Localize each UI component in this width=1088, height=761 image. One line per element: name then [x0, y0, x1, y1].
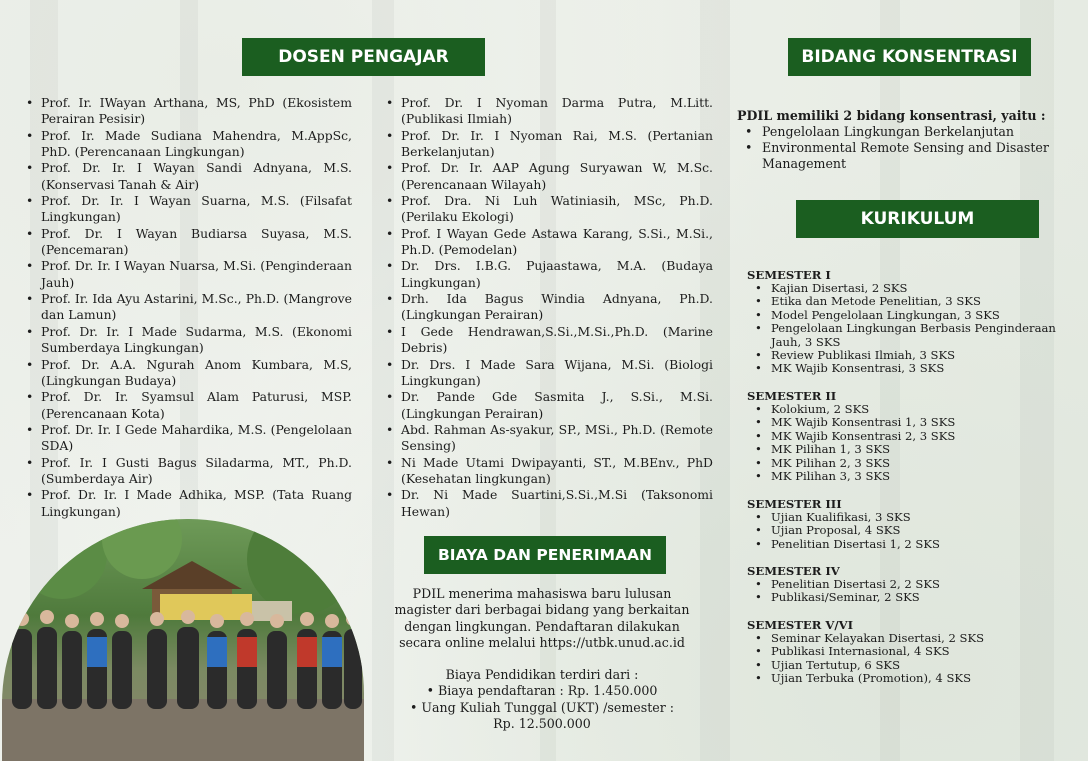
lecturer-item: • Prof. Dr. Ir. I Wayan Nuarsa, M.Si. (Penginderaan Jauh) — [24, 258, 352, 291]
course-item: • Kajian Disertasi, 2 SKS — [747, 282, 1072, 295]
semester-title: SEMESTER IV — [747, 564, 840, 578]
concentration-list — [743, 124, 1073, 173]
course-item: • Seminar Kelayakan Disertasi, 2 SKS — [747, 632, 1072, 645]
lecturer-item: • Prof. Dr. Ir. I Made Sudarma, M.S. (Ekonomi Sumberdaya Lingkungan) — [24, 324, 352, 357]
course-item: • Model Pengelolaan Lingkungan, 3 SKS — [747, 309, 1072, 322]
biaya-section — [394, 586, 690, 732]
bidang-konsentrasi-header: BIDANG KONSENTRASI — [788, 38, 1031, 76]
lecturer-item: • Abd. Rahman As-syakur, SP., MSi., Ph.D. (Remote Sensing) — [384, 422, 713, 455]
course-item: • Review Publikasi Ilmiah, 3 SKS — [747, 349, 1072, 362]
course-item: • MK Pilihan 3, 3 SKS — [747, 470, 1072, 483]
biaya-subtitle: Biaya Pendidikan terdiri dari : — [445, 667, 639, 683]
lecturer-item: • Dr. Ni Made Suartini,S.Si.,M.Si (Taksonomi Hewan) — [384, 487, 713, 520]
lecturer-item: • Drh. Ida Bagus Windia Adnyana, Ph.D. (Lingkungan Perairan) — [384, 291, 713, 324]
dosen-pengajar-header: DOSEN PENGAJAR — [242, 38, 485, 76]
lecturer-item: • Prof. Dr. Ir. I Made Adhika, MSP. (Tata Ruang Lingkungan) — [24, 487, 352, 520]
lecturer-item: • Prof. Dr. Ir. I Wayan Suarna, M.S. (Filsafat Lingkungan) — [24, 193, 352, 226]
lecturer-item: • Prof. Ir. IWayan Arthana, MS, PhD (Ekosistem Perairan Pesisir) — [24, 95, 352, 128]
lecturer-list-left — [24, 95, 352, 520]
lecturer-item: • I Gede Hendrawan,S.Si.,M.Si.,Ph.D. (Marine Debris) — [384, 324, 713, 357]
lecturer-item: • Prof. Dr. A.A. Ngurah Anom Kumbara, M.S, (Lingkungan Budaya) — [24, 357, 352, 390]
biaya-pendaftaran: • Biaya pendaftaran : Rp. 1.450.000 — [426, 683, 658, 699]
concentration-item: • Environmental Remote Sensing and Disaster Management — [743, 140, 1073, 172]
lecturer-item: • Prof. I Wayan Gede Astawa Karang, S.Si., M.Si., Ph.D. (Pemodelan) — [384, 226, 713, 259]
course-item: • Publikasi/Seminar, 2 SKS — [747, 591, 1072, 604]
semester-5-6 — [747, 618, 1072, 686]
lecturer-item: • Prof. Dr. Ir. AAP Agung Suryawan W, M.Sc. (Perencanaan Wilayah) — [384, 160, 713, 193]
course-item: • MK Wajib Konsentrasi 2, 3 SKS — [747, 430, 1072, 443]
concentration-item: • Pengelolaan Lingkungan Berkelanjutan — [743, 124, 1073, 140]
bidang-intro: PDIL memiliki 2 bidang konsentrasi, yaitu : — [737, 108, 1046, 123]
course-item: • MK Wajib Konsentrasi 1, 3 SKS — [747, 416, 1072, 429]
lecturer-item: • Dr. Drs. I Made Sara Wijana, M.Si. (Biologi Lingkungan) — [384, 357, 713, 390]
course-item: • Ujian Tertutup, 6 SKS — [747, 659, 1072, 672]
course-item: • Penelitian Disertasi 1, 2 SKS — [747, 538, 1072, 551]
semester-1 — [747, 268, 1072, 376]
semester-title: SEMESTER V/VI — [747, 618, 854, 632]
kurikulum-header: KURIKULUM — [796, 200, 1039, 238]
biaya-header: BIAYA DAN PENERIMAAN — [424, 536, 666, 574]
course-item: • Etika dan Metode Penelitian, 3 SKS — [747, 295, 1072, 308]
lecturer-item: • Prof. Dr. I Wayan Budiarsa Suyasa, M.S. (Pencemaran) — [24, 226, 352, 259]
course-item: • MK Wajib Konsentrasi, 3 SKS — [747, 362, 1072, 375]
course-item: • Pengelolaan Lingkungan Berbasis Penginderaan Jauh, 3 SKS — [747, 322, 1072, 349]
lecturer-item: • Prof. Dr. Ir. I Wayan Sandi Adnyana, M.S. (Konservasi Tanah & Air) — [24, 160, 352, 193]
course-item: • Penelitian Disertasi 2, 2 SKS — [747, 578, 1072, 591]
course-item: • Ujian Terbuka (Promotion), 4 SKS — [747, 672, 1072, 685]
lecturer-item: • Ni Made Utami Dwipayanti, ST., M.BEnv., PhD (Kesehatan lingkungan) — [384, 455, 713, 488]
lecturer-item: • Dr. Drs. I.B.G. Pujaastawa, M.A. (Budaya Lingkungan) — [384, 258, 713, 291]
biaya-ukt-amount: Rp. 12.500.000 — [493, 716, 591, 732]
lecturer-item: • Prof. Ir. Made Sudiana Mahendra, M.AppSc, PhD. (Perencanaan Lingkungan) — [24, 128, 352, 161]
semester-title: SEMESTER II — [747, 389, 837, 403]
lecturer-item: • Prof. Dr. Ir. Syamsul Alam Paturusi, MSP. (Perencanaan Kota) — [24, 389, 352, 422]
course-item: • MK Pilihan 2, 3 SKS — [747, 457, 1072, 470]
course-item: • Ujian Proposal, 4 SKS — [747, 524, 1072, 537]
lecturer-item: • Dr. Pande Gde Sasmita J., S.Si., M.Si. (Lingkungan Perairan) — [384, 389, 713, 422]
course-item: • Kolokium, 2 SKS — [747, 403, 1072, 416]
semester-title: SEMESTER III — [747, 497, 842, 511]
course-item: • MK Pilihan 1, 3 SKS — [747, 443, 1072, 456]
lecturer-item: • Prof. Dr. Ir. I Nyoman Rai, M.S. (Pertanian Berkelanjutan) — [384, 128, 713, 161]
lecturer-item: • Prof. Ir. Ida Ayu Astarini, M.Sc., Ph.D. (Mangrove dan Lamun) — [24, 291, 352, 324]
course-item: • Publikasi Internasional, 4 SKS — [747, 645, 1072, 658]
semester-2 — [747, 389, 1072, 483]
lecturer-item: • Prof. Ir. I Gusti Bagus Siladarma, MT., Ph.D. (Sumberdaya Air) — [24, 455, 352, 488]
lecturer-item: • Prof. Dra. Ni Luh Watiniasih, MSc, Ph.D. (Perilaku Ekologi) — [384, 193, 713, 226]
biaya-ukt: • Uang Kuliah Tunggal (UKT) /semester : — [410, 699, 674, 715]
lecturer-list-right — [384, 95, 713, 520]
semester-4 — [747, 564, 1072, 605]
lecturer-item: • Prof. Dr. Ir. I Gede Mahardika, M.S. (Pengelolaan SDA) — [24, 422, 352, 455]
semester-title: SEMESTER I — [747, 268, 831, 282]
semester-3 — [747, 497, 1072, 551]
lecturer-item: • Prof. Dr. I Nyoman Darma Putra, M.Litt. (Publikasi Ilmiah) — [384, 95, 713, 128]
biaya-description: PDIL menerima mahasiswa baru lulusan magister dari berbagai bidang yang berkaitan dengan lingkungan. Pendaftaran dilakukan secara online melalui https://utbk.unud.ac.id — [394, 586, 690, 650]
course-item: • Ujian Kualifikasi, 3 SKS — [747, 511, 1072, 524]
